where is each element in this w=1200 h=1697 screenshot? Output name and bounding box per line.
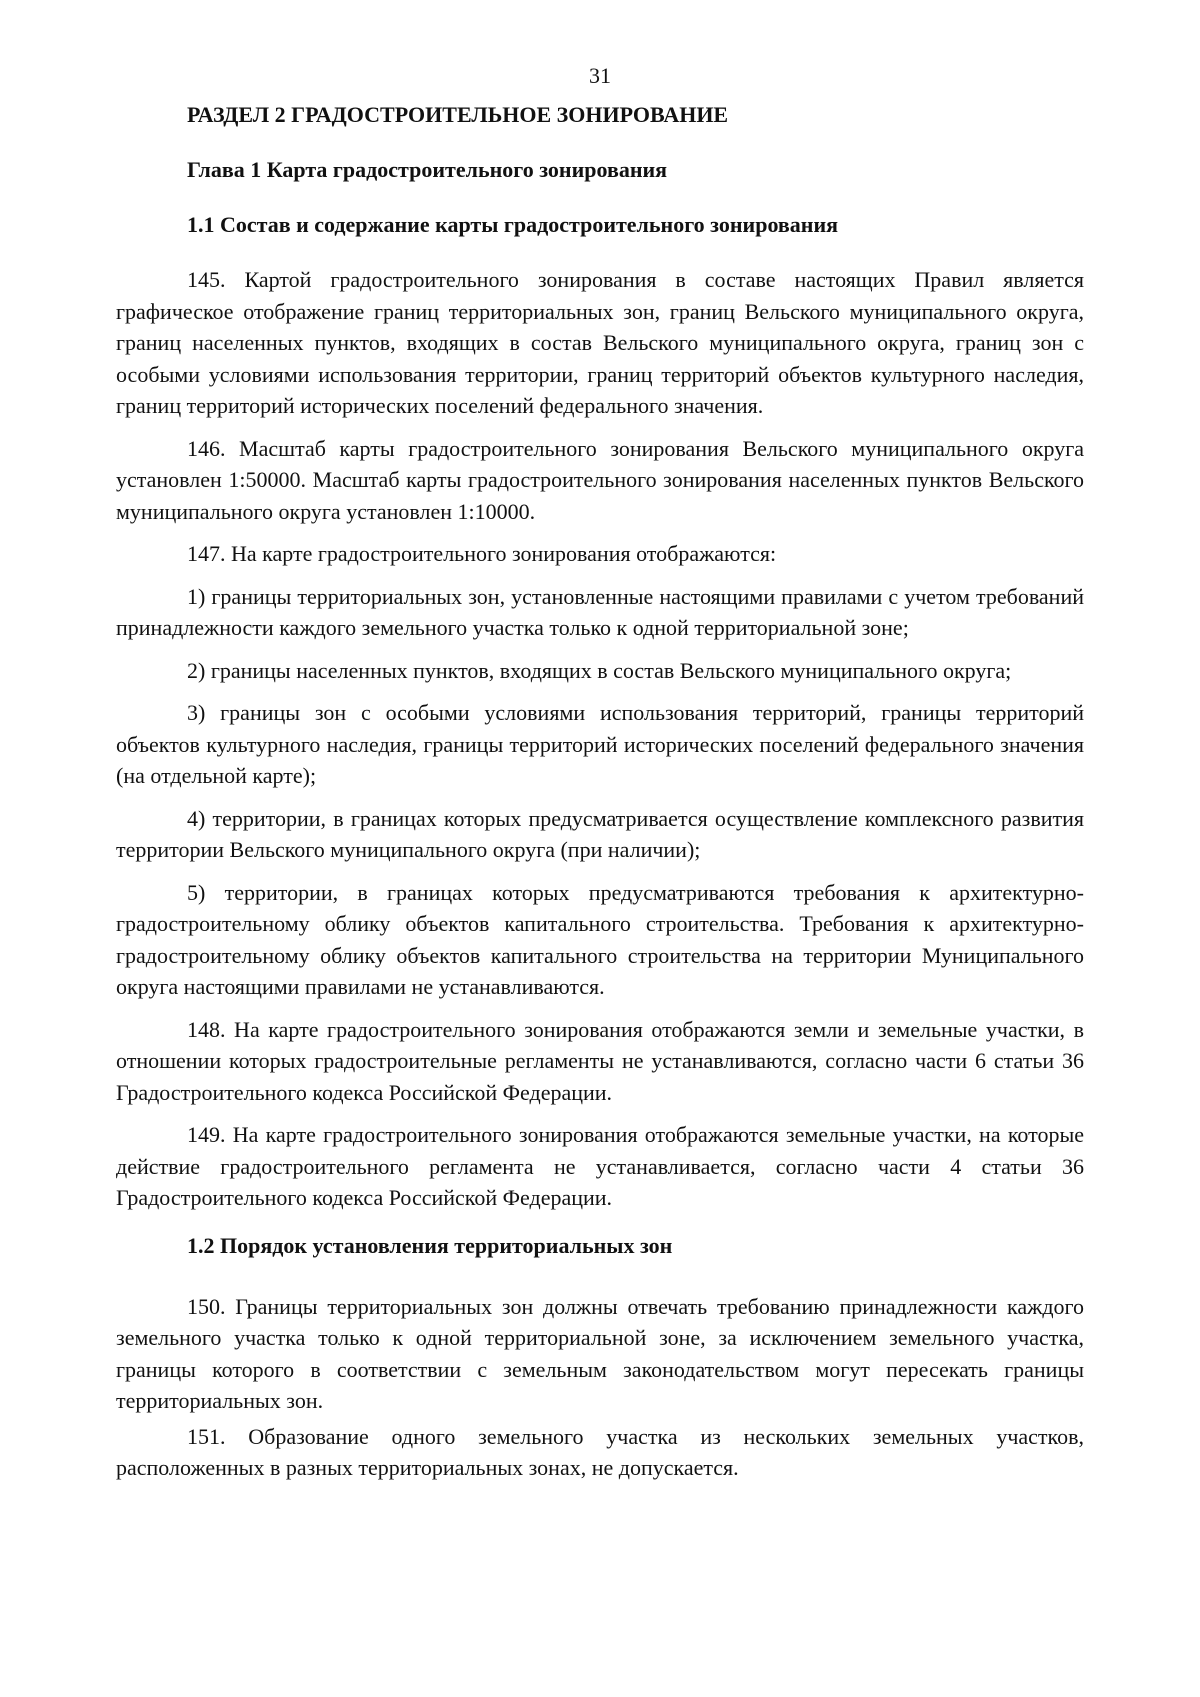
subsection-1-title: 1.1 Состав и содержание карты градостроительного зонирования (187, 212, 839, 237)
paragraph-147: 147. На карте градостроительного зонирования отображаются: (187, 541, 777, 566)
document-page (116, 60, 1084, 1495)
page-number: 31 (589, 63, 611, 88)
paragraph-150: 150. Границы территориальных зон должны отвечать требованию принадлежности каждого земельного участка только к одной территориальной зоне, за исключением земельного участка, границы которого в соответствии с земельным законодательством могут пересекать границы территориальных зон. (116, 1293, 1084, 1413)
paragraph-151: 151. Образование одного земельного участка из нескольких земельных участков, расположенных в разных территориальных зонах, не допускается. (116, 1423, 1084, 1480)
list-item-2: 2) границы населенных пунктов, входящих в состав Вельского муниципального округа; (187, 657, 1012, 683)
paragraph-146: 146. Масштаб карты градостроительного зонирования Вельского муниципального округа установлен 1:50000. Масштаб карты градостроительного зонирования населенных пунктов Вельского муниципального округа установлен 1:10000. (116, 435, 1084, 524)
list-item-1: 1) границы территориальных зон, установленные настоящими правилами с учетом требований принадлежности каждого земельного участка только к одной территориальной зоне; (116, 583, 1084, 640)
subsection-2-title: 1.2 Порядок установления территориальных зон (187, 1232, 673, 1258)
paragraph-145: 145. Картой градостроительного зонирования в составе настоящих Правил является графическое отображение границ территориальных зон, границ Вельского муниципального округа, границ населенных пунктов, входящих в состав Вельского муниципального округа, границ зон с особыми условиями использования территории, границ территорий объектов культурного наследия, границ территорий исторических поселений федерального значения. (116, 267, 1084, 418)
paragraph-149: 149. На карте градостроительного зонирования отображаются земельные участки, на которые действие градостроительного регламента не устанавливается, согласно части 4 статьи 36 Градостроительного кодекса Российской Федерации. (116, 1122, 1084, 1210)
section-title: РАЗДЕЛ 2 ГРАДОСТРОИТЕЛЬНОЕ ЗОНИРОВАНИЕ (187, 102, 729, 127)
paragraph-148: 148. На карте градостроительного зонирования отображаются земли и земельные участки, в отношении которых градостроительные регламенты не устанавливаются, согласно части 6 статьи 36 Градостроительного кодекса Российской Федерации. (116, 1016, 1084, 1105)
chapter-title: Глава 1 Карта градостроительного зонирования (187, 157, 668, 182)
list-item-4: 4) территории, в границах которых предусматривается осуществление комплексного развития территории Вельского муниципального округа (при наличии); (116, 805, 1084, 862)
list-item-3: 3) границы зон с особыми условиями использования территорий, границы территорий объектов культурного наследия, границы территорий исторических поселений федерального значения (на отдельной карте); (116, 700, 1084, 788)
list-item-5: 5) территории, в границах которых предусматриваются требования к архитектурно-градостроительному облику объектов капитального строительства. Требования к архитектурно-градостроительному облику объектов капитального строительства на территории Муниципального округа настоящими правилами не устанавливаются. (116, 879, 1084, 999)
